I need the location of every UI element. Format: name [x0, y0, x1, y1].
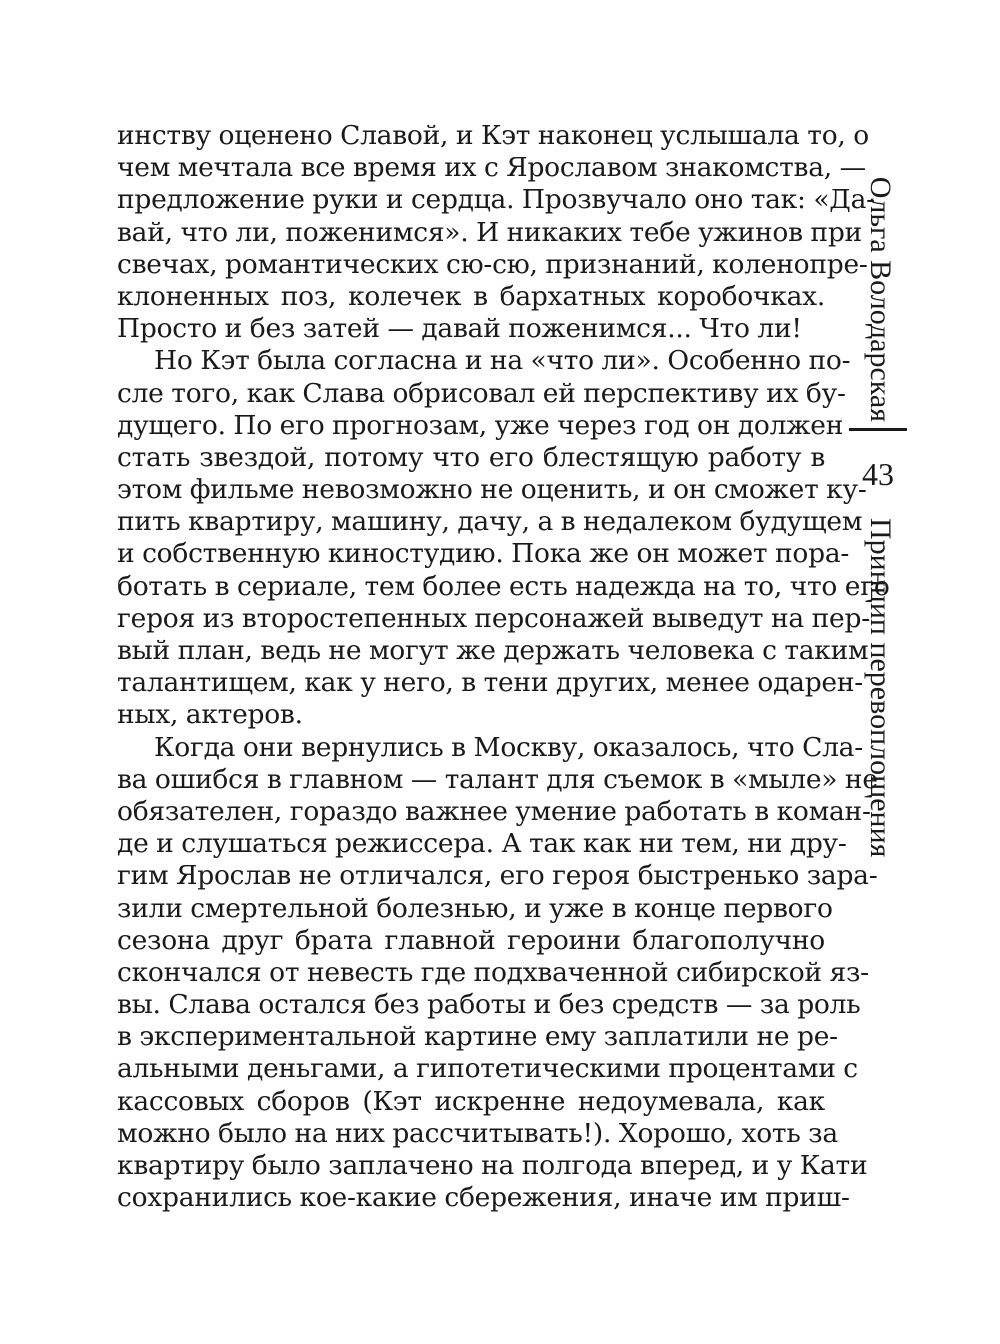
text-line: сле того, как Слава обрисовал ей перспективу их бу- — [117, 377, 846, 409]
text-line: вый план, ведь не могут же держать человека с таким — [117, 635, 869, 666]
text-line: клоненных поз, колечек в бархатных коробочках. — [117, 280, 825, 312]
text-line: этом фильме невозможно не оценить, и он сможет ку- — [117, 474, 867, 506]
running-head-title: Принцип перевоплощения — [864, 518, 897, 858]
text-line: в экспериментальной картине ему заплатили не ре- — [117, 1021, 838, 1053]
text-line: и собственную киностудию. Пока же он может пора- — [117, 538, 850, 570]
text-line: инству оценено Славой, и Кэт наконец услышала то, о — [117, 120, 869, 151]
running-head — [848, 126, 908, 1186]
paragraph-start-line: Но Кэт была согласна и на «что ли». Особенно по- — [154, 345, 851, 377]
text-line: ных, актеров. — [117, 699, 303, 731]
text-line: чем мечтала все время их с Ярославом знакомства, — — [117, 152, 866, 184]
text-line: скончался от невесть где подхваченной сибирской яз- — [117, 956, 869, 988]
text-line: героя из второстепенных персонажей выведут на пер- — [117, 602, 870, 634]
text-line: альными деньгами, а гипотетическими процентами с — [117, 1053, 858, 1085]
text-line: сезона друг брата главной героини благополучно — [117, 924, 825, 956]
text-line: сохранились кое-какие сбережения, иначе им приш- — [117, 1182, 850, 1214]
running-head-author: Ольга Володарская — [864, 176, 897, 422]
page-number: 43 — [862, 456, 894, 492]
text-line: можно было на них рассчитывать!). Хорошо, хоть за — [117, 1117, 838, 1149]
text-line: свечах, романтических сю-сю, признаний, коленопре- — [117, 248, 868, 280]
text-line: ботать в сериале, тем более есть надежда на то, что его — [117, 570, 890, 602]
text-line: Просто и без затей — давай поженимся... Что ли! — [117, 313, 802, 345]
text-line: пить квартиру, машину, дачу, а в недалеком будущем — [117, 506, 863, 538]
text-line: вай, что ли, поженимся». И никаких тебе ужинов при — [117, 216, 862, 248]
text-line: зили смертельной болезнью, и уже в конце первого — [117, 892, 833, 924]
text-line: предложение руки и сердца. Прозвучало оно так: «Да- — [117, 184, 875, 216]
text-line: стать звездой, потому что его блестящую работу в — [117, 441, 825, 473]
running-head-divider — [849, 428, 907, 431]
text-line: ва ошибся в главном — талант для съемок в «мыле» не — [117, 763, 878, 795]
text-line: обязателен, гораздо важнее умение работать в коман- — [117, 795, 871, 827]
text-line: дущего. По его прогнозам, уже через год он должен — [117, 409, 844, 441]
text-line: талантищем, как у него, в тени других, менее одарен- — [117, 667, 863, 699]
text-line: квартиру было заплачено на полгода вперед, и у Кати — [117, 1150, 868, 1181]
paragraph-start-line: Когда они вернулись в Москву, оказалось, что Сла- — [154, 731, 863, 763]
running-head-rotated — [848, 126, 908, 1186]
text-line: де и слушаться режиссера. А так как ни тем, ни дру- — [117, 828, 847, 860]
text-line: гим Ярослав не отличался, его героя быстренько зара- — [117, 860, 878, 892]
text-line: кассовых сборов (Кэт искренне недоумевала, как — [117, 1085, 825, 1117]
text-line: вы. Слава остался без работы и без средств — за роль — [117, 989, 861, 1021]
